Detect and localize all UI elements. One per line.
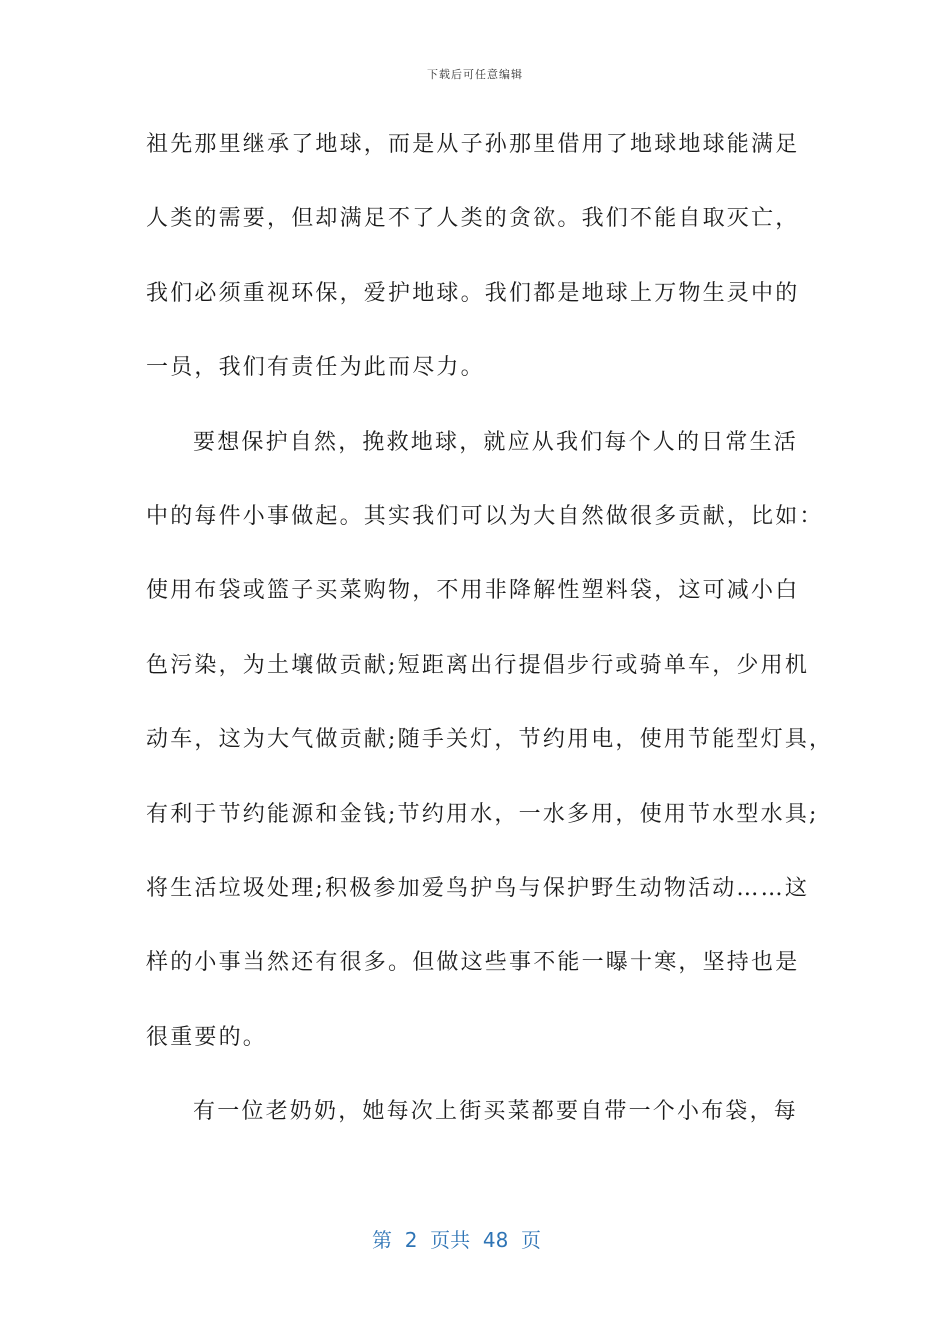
body-line: 将生活垃圾处理;积极参加爱鸟护鸟与保护野生动物活动……这 (146, 875, 810, 901)
body-line: 使用布袋或篮子买菜购物，不用非降解性塑料袋，这可减小白 (146, 578, 800, 604)
body-line: 有利于节约能源和金钱;节约用水，一水多用，使用节水型水具; (146, 801, 819, 827)
body-line: 人类的需要，但却满足不了人类的贪欲。我们不能自取灭亡， (146, 206, 800, 232)
footer-suffix: 页 (508, 1228, 542, 1252)
page-header-note: 下载后可任意编辑 (427, 68, 523, 81)
footer-prefix: 第 (372, 1228, 405, 1252)
paragraph-start-line: 有一位老奶奶，她每次上街买菜都要自带一个小布袋，每 (193, 1099, 799, 1125)
body-line: 一员，我们有责任为此而尽力。 (146, 355, 485, 381)
body-line: 动车，这为大气做贡献;随手关灯，节约用电，使用节能型灯具， (146, 727, 834, 753)
paragraph-start-line: 要想保护自然，挽救地球，就应从我们每个人的日常生活 (193, 429, 799, 455)
body-line: 样的小事当然还有很多。但做这些事不能一曝十寒，坚持也是 (146, 950, 800, 976)
body-line: 中的每件小事做起。其实我们可以为大自然做很多贡献，比如： (146, 503, 824, 529)
body-line: 色污染，为土壤做贡献;短距离出行提倡步行或骑单车，少用机 (146, 652, 810, 678)
total-pages-number: 48 (482, 1228, 509, 1252)
document-body (146, 123, 834, 1164)
current-page-number: 2 (404, 1228, 418, 1252)
body-line: 很重要的。 (146, 1024, 268, 1050)
body-line: 祖先那里继承了地球，而是从子孙那里借用了地球地球能满足 (146, 132, 800, 157)
footer-middle: 页共 (417, 1228, 483, 1252)
body-line: 我们必须重视环保，爱护地球。我们都是地球上万物生灵中的 (146, 280, 800, 306)
page-number-footer (372, 1224, 541, 1253)
